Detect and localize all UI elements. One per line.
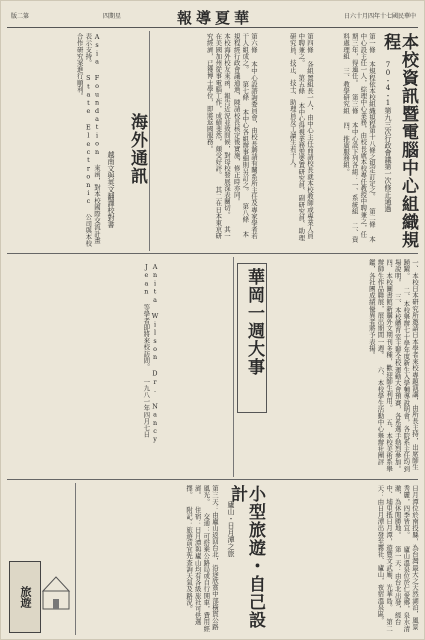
article1-text-7: 第七條 本中心各組辦事細則另訂之。 (241, 80, 250, 195)
article2-item-3: 三、本校體育室主辦全校運動大會預賽，各系選手熱烈參加。 (393, 293, 402, 472)
article3-subtitle: 越南文與英文翻譯校對書 (107, 151, 115, 228)
article2-item-6: 六、本校學生活動中心舉辦社團評鑑，各社團成績優異者將予表揚。 (367, 259, 385, 466)
article1-text-4: 第四條 各組置組長一人，由中心主任商請校長就本校教師或專業人員中聘兼之。 (297, 33, 314, 240)
article4-text-1: 日月潭位於南投縣，為台灣最大之天然湖泊，風景秀麗，四季皆宜。 (402, 485, 419, 631)
article4-text-4: 第二天：由日月潭出發至霧社、廬山，夜宿溫泉區。 (376, 485, 394, 632)
article3-text-6: Anita Wilson Dr. Nancy Jean 等學者即將來校訪問。 (142, 263, 159, 444)
article1-col-2 (264, 33, 314, 243)
article2-item-1: 一、本校日本研究所邀請日本學者來校專題演講，由所長主持，出席師生踴躍。 (402, 259, 419, 471)
article4-subtitle: 廬山・日月潭之旅 (227, 501, 235, 557)
article2-title: 華岡一週大事 (237, 263, 267, 413)
article4-text-6: 交通：可搭乘公路局或自行開車，費用經濟。 (193, 485, 211, 632)
article1-text-5: 第五條 本中心得視業務需要置研究員、副研究員、助理研究員、技正、技士、助理員及工讀生若干人。 (288, 33, 306, 241)
article1-text-3: 第三條 本中心設下列各組：一、系統組 二、資料處理組 三、教學研究組 四、推廣服務組。 (342, 33, 359, 243)
article3-col-3 (9, 263, 159, 473)
page-number: 版二第 (11, 13, 30, 20)
article1-col-1 (320, 33, 376, 243)
article3-title: 海外通訊 (127, 113, 147, 185)
article4-text-7: 住宿：日月潭與廬山均有各級旅社可供選擇。 (185, 485, 202, 626)
article1-text-8: 第八條 本規程經行政會議通過，陳請校長核定後實施，修正時亦同。 (232, 33, 250, 238)
article4-col-1 (269, 485, 419, 635)
article1-text-1: 第一條 本規程依本校組織規程第十八條之規定訂定之。 (368, 33, 376, 200)
article4-text-2: 廬山溫泉位於仁愛鄉，泉水清澈，為休閒勝地。 (393, 485, 411, 632)
column-rule-3 (75, 483, 76, 635)
article4-col-2 (79, 485, 219, 635)
travel-logo-text: 旅遊 (19, 586, 32, 608)
article3-text-1: 本校海外校友來函，報告近況並致問候，對母校發展深表關切。 (223, 33, 231, 218)
article2-col (279, 259, 419, 474)
article4-title: 小型旅遊・自己設計 (227, 485, 265, 629)
divider-1 (7, 253, 418, 254)
article3-text-3: 其二在日本東京研究經濟，已獲博士學位，即將返國服務。 (205, 33, 223, 240)
article1-title: 本校資訊暨電腦中心組織規程 (380, 33, 418, 249)
article4-text-3: 第一天：由台北出發，經台中、埔里抵日月潭，遊覽文武廟、光華島。 (385, 485, 402, 626)
column-rule-1 (149, 31, 150, 251)
article1-text-6: 第六條 本中心設諮詢委員會，由校長聘請有關系所主任及專家學者若干人組成之。 (241, 33, 258, 240)
article3-text-5: State Electronic 公司與本校合作研究案進行順利。 (75, 33, 93, 247)
travel-illustration (41, 573, 71, 613)
article3-col-2 (9, 33, 101, 248)
page-header (7, 5, 418, 28)
article2-item-5: 五、本校美術系舉辦師生作品聯展，展出期間一週。 (376, 259, 394, 472)
article3-text-2: 其一在美國加州從事電腦工作，成績斐然，頗受好評。 (214, 33, 231, 240)
issue-weekday: 四期星 (103, 13, 122, 20)
article1-subtitle: 70・4・1第九三次行政會議第一次修正通過 (384, 61, 392, 212)
article4-text-5: 第三天：由廬山返回台北，沿途欣賞中部橫貫公路風光。 (202, 485, 219, 631)
article3-text-4: Asia Foundation 來函，對本校國際交流計畫表示支持。 (84, 33, 101, 244)
article4-text-8: 附記：旅遊前宜先查詢天氣及路況。 (185, 506, 194, 613)
article1-text-2: 第二條 本中心設主任一人，綜理中心業務，由校長就本校專任教授中聘兼之，任期三年，得連任。 (350, 33, 376, 243)
divider-2 (7, 479, 418, 480)
article3-col-1 (151, 33, 231, 243)
column-rule-2 (233, 257, 234, 477)
article3-text-7: 一九八一年四月七日 (142, 378, 151, 438)
article2-item-4: 四、本校圖書館新購外文期刊多種，歡迎師生利用。 (385, 259, 394, 411)
masthead: 報導夏華 (177, 9, 254, 27)
travel-logo (9, 561, 41, 633)
article2-col-extra (161, 259, 231, 474)
issue-date: 日六十月四年十七國民華中 (343, 13, 416, 20)
article2-item-2: 二、本校舉辦七十學年度新生入學輔導說明會，各院系主任均到場說明。 (393, 259, 411, 472)
